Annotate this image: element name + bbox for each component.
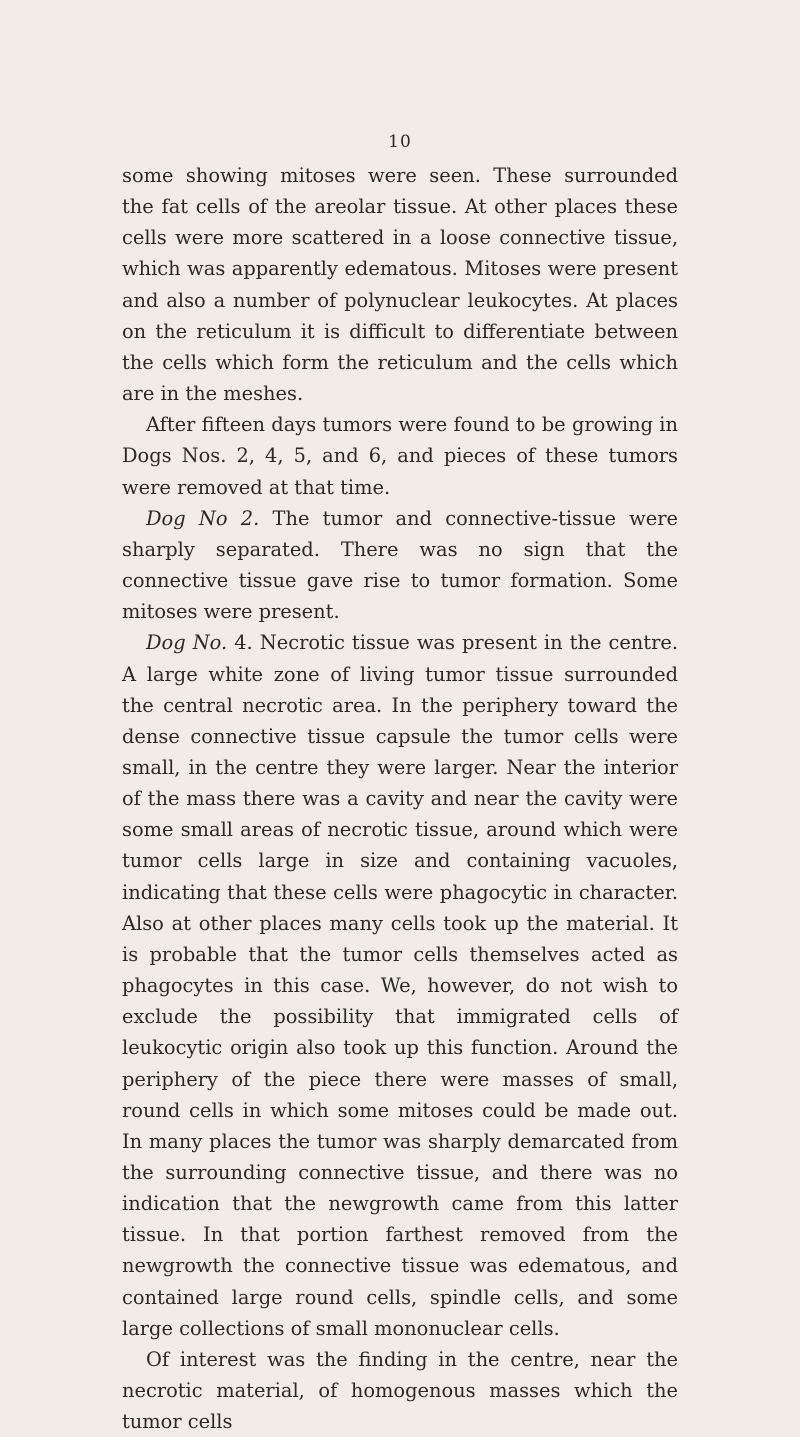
paragraph-of-interest [122, 1344, 678, 1437]
paragraph-lead-heading: Dog No. [146, 631, 228, 655]
paragraph-continued [122, 160, 678, 409]
paragraph-text: some showing mitoses were seen. These surrounded the fat cells of the areolar tissue. At other places these cells were more scattered in a loose connective tissue, which was apparently edematous. Mitoses were present and also a number of polynuclear leukocytes. At places on the reticulum it is difficult to differentiate between the cells which form the reticulum and the cells which are in the meshes. [122, 164, 678, 406]
paragraph-text: 4. Necrotic tissue was present in the centre. A large white zone of living tumor tissue surrounded the central necrotic area. In the periphery toward the dense connective tissue capsule the tumor cells were small, in the centre they were larger. Near the interior of the mass there was a cavity and near the cavity were some small areas of necrotic tissue, around which were tumor cells large in size and containing vacuoles, indicating that these cells were phagocytic in character. Also at other places many cells took up the material. It is probable that the tumor cells themselves acted as phagocytes in this case. We, however, do not wish to exclude the possibility that immigrated cells of leukocytic origin also took up this function. Around the periphery of the piece there were masses of small, round cells in which some mitoses could be made out. In many places the tumor was sharply demarcated from the surrounding connective tissue, and there was no indication that the newgrowth came from this latter tissue. In that portion farthest removed from the newgrowth the connective tissue was edematous, and contained large round cells, spindle cells, and some large collections of small mononuclear cells. [122, 631, 678, 1340]
paragraph-text: The tumor and connective-tissue were sharply separated. There was no sign that the connective tissue gave rise to tumor formation. Some mitoses were present. [122, 506, 678, 624]
paragraph-fifteen-days [122, 409, 678, 502]
paragraph-text: Of interest was the finding in the centre, near the necrotic material, of homogenous masses which the tumor cells [122, 1347, 678, 1434]
body-text [122, 160, 678, 1437]
paragraph-dog-2 [122, 503, 678, 628]
page-number: 10 [388, 132, 412, 152]
paragraph-dog-4 [122, 627, 678, 1344]
paragraph-lead-heading: Dog No 2. [146, 506, 260, 530]
paragraph-text: After fifteen days tumors were found to be growing in Dogs Nos. 2, 4, 5, and 6, and pieces of these tumors were removed at that time. [122, 413, 678, 499]
